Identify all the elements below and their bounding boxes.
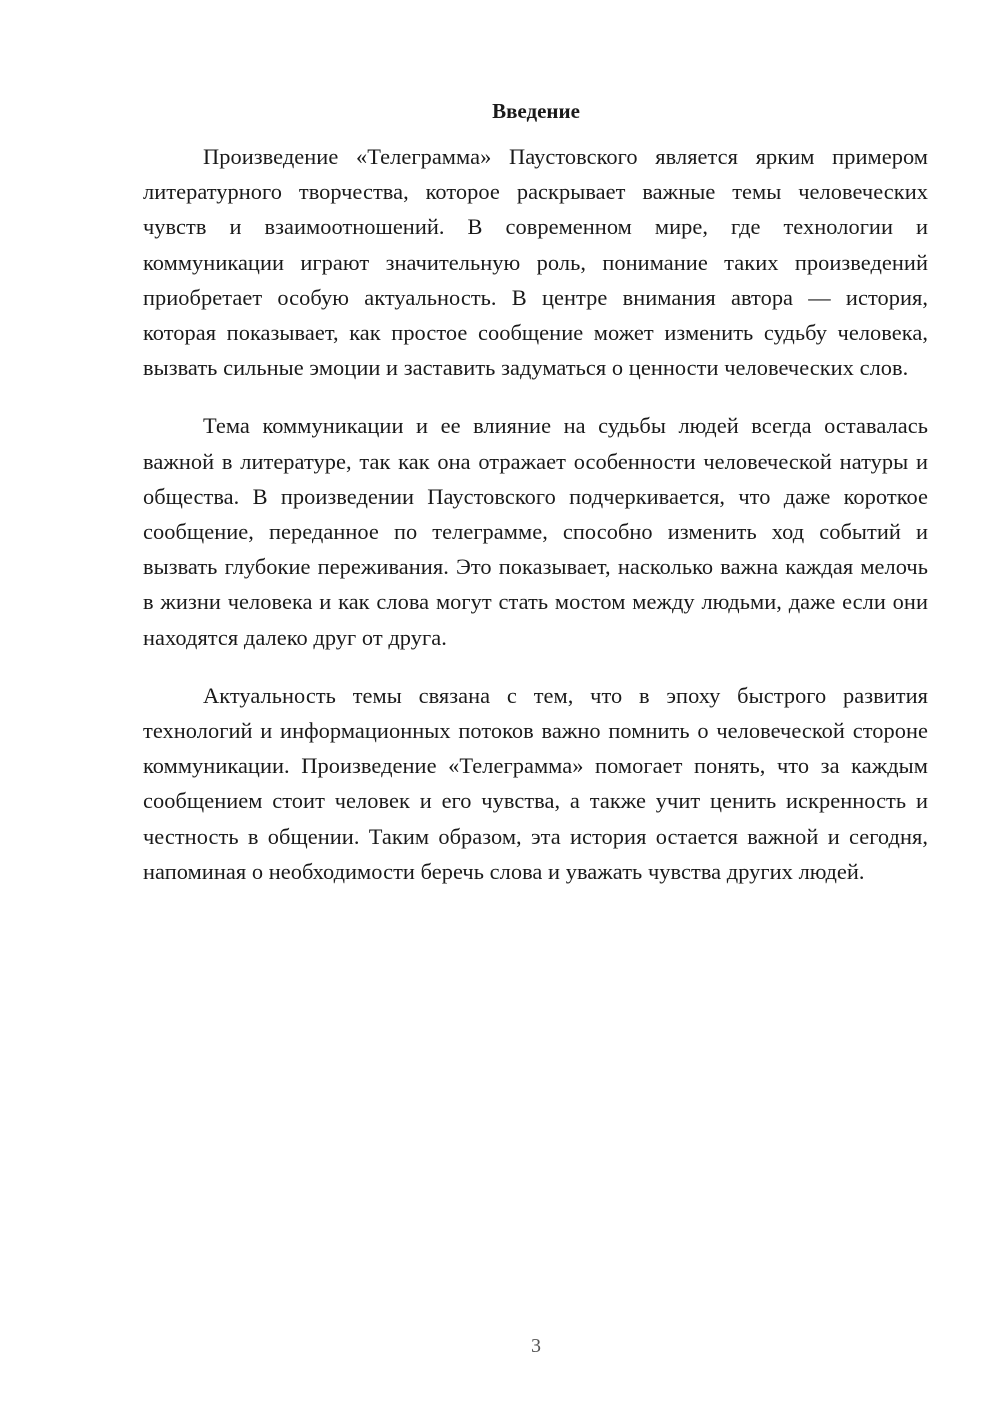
paragraph-3: Актуальность темы связана с тем, что в эпоху быстрого развития технологий и информационных потоков важно помнить о человеческой стороне коммуникации. Произведение «Телеграмма» помогает понять, что за каждым сообщением стоит человек и его чувства, а также учит ценить искренность и честность в общении. Таким образом, эта история остается важной и сегодня, напоминая о необходимости беречь слова и уважать чувства других людей. — [143, 682, 928, 884]
paragraph-1: Произведение «Телеграмма» Паустовского является ярким примером литературного творчества, которое раскрывает важные темы человеческих чувств и взаимоотношений. В современном мире, где технологии и коммуникации играют значительную роль, понимание таких произведений приобретает особую актуальность. В центре внимания автора — история, которая показывает, как простое сообщение может изменить судьбу человека, вызвать сильные эмоции и заставить задуматься о ценности человеческих слов. — [143, 144, 928, 381]
section-title: Введение — [492, 99, 580, 123]
page-number: 3 — [531, 1335, 541, 1357]
paragraph-2: Тема коммуникации и ее влияние на судьбы людей всегда оставалась важной в литературе, так как она отражает особенности человеческой натуры и общества. В произведении Паустовского подчеркивается, что даже короткое сообщение, переданное по телеграмме, способно изменить ход событий и вызвать глубокие переживания. Это показывает, насколько важна каждая мелочь в жизни человека и как слова могут стать мостом между людьми, даже если они находятся далеко друг от друга. — [143, 413, 928, 650]
page-content — [143, 96, 928, 912]
